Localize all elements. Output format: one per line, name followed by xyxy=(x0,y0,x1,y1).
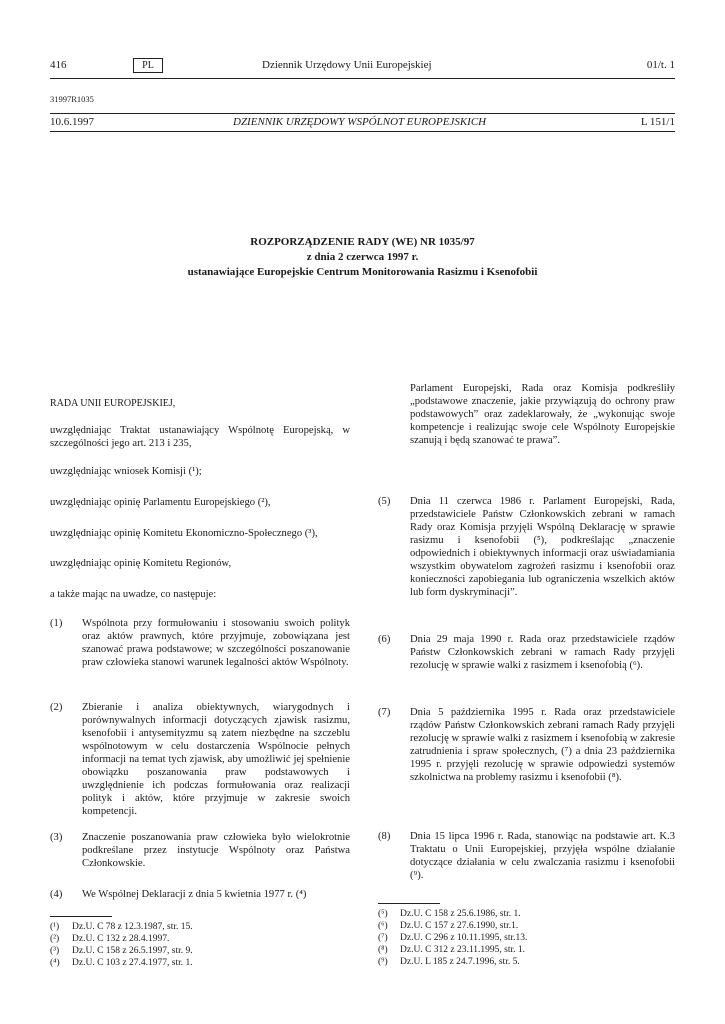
footnote-text: Dz.U. C 158 z 25.6.1986, str. 1. xyxy=(400,909,521,919)
oj-reference: L 151/1 xyxy=(640,116,675,128)
citation-esc: uwzględniając opinię Komitetu Ekonomiczno-Społecznego (³), xyxy=(50,528,318,539)
recital-number: (4) xyxy=(50,889,63,900)
recital-text: Dnia 11 czerwca 1986 r. Parlament Europejski, Rada, przedstawiciele Państw Członkowskich zebrani w ramach Rady oraz Komisja przyjęli Wspólną Deklarację w sprawie rasizmu i ksenofobii (⁵), podkreślając „znaczenie odpowiednich i obiektywnych informacji oraz uświadamiania wszystkim obywatelom zagrożeń rasizmu i ksenofobii oraz konieczności zapobiegania lub ograniczenia wszelkich aktów lub form dyskryminacji”. xyxy=(410,496,675,598)
regulation-subject: ustanawiające Europejskie Centrum Monitorowania Rasizmu i Ksenofobii xyxy=(187,266,538,278)
footnote-mark: (⁷) xyxy=(378,933,388,943)
footnote-mark: (¹) xyxy=(50,922,60,932)
footnote-text: Dz.U. C 157 z 27.6.1990, str.1. xyxy=(400,921,519,931)
recital-number: (5) xyxy=(378,496,391,507)
footnote-text: Dz.U. C 78 z 12.3.1987, str. 15. xyxy=(72,922,193,932)
footnote-text: Dz.U. C 296 z 10.11.1995, str.13. xyxy=(400,933,528,943)
recital-text: We Wspólnej Deklaracji z dnia 5 kwietnia 1977 r. (⁴) xyxy=(82,889,307,900)
page-number: 416 xyxy=(50,59,67,71)
footnote-mark: (³) xyxy=(50,946,60,956)
journal-title: Dziennik Urzędowy Unii Europejskiej xyxy=(262,59,432,71)
oj-bottom-rule xyxy=(50,131,675,132)
council-heading: RADA UNII EUROPEJSKIEJ, xyxy=(50,398,176,409)
header-rule xyxy=(50,78,675,79)
footnote-text: Dz.U. C 312 z 23.11.1995, str. 1. xyxy=(400,945,525,955)
recital-number: (1) xyxy=(50,618,63,629)
regulation-title: ROZPORZĄDZENIE RADY (WE) NR 1035/97 xyxy=(250,236,475,248)
recital-number: (8) xyxy=(378,831,391,842)
recital-number: (7) xyxy=(378,707,391,718)
recital-text: Dnia 29 maja 1990 r. Rada oraz przedstawiciele rządów Państw Członkowskich zebrani w ramach Rady przyjęli rezolucję w sprawie walki z rasizmem i ksenofobią (⁶). xyxy=(410,634,675,671)
footnote-mark: (⁴) xyxy=(50,958,60,968)
oj-date: 10.6.1997 xyxy=(50,116,94,128)
footnote-rule xyxy=(50,916,112,917)
footnote-mark: (⁵) xyxy=(378,909,388,919)
whereas-clause: a także mając na uwadze, co następuje: xyxy=(50,589,217,600)
chapter-ref: 01/t. 1 xyxy=(646,59,675,71)
footnote-text: Dz.U. C 158 z 26.5.1997, str. 9. xyxy=(72,946,193,956)
recital-number: (3) xyxy=(50,832,63,843)
footnote-text: Dz.U. L 185 z 24.7.1996, str. 5. xyxy=(400,957,520,967)
recital-continuation: Parlament Europejski, Rada oraz Komisja podkreśliły „podstawowe znaczenie, jakie przywiązują do ochrony praw podstawowych” oraz zadeklarowały, że „wykonując swoje kompetencje i realizując swoje cele Wspólnoty Europejskie szanują i będą szanować te prawa”. xyxy=(410,383,675,446)
citation-commission: uwzględniając wniosek Komisji (¹); xyxy=(50,466,202,477)
footnote-text: Dz.U. C 132 z 28.4.1997. xyxy=(72,934,170,944)
recital-text: Wspólnota przy formułowaniu i stosowaniu swoich polityk oraz aktów prawnych, które przyjmuje, zobowiązana jest szanować prawa podstawowe; w szczególności poszanowanie praw człowieka stanowi warunek legalności aktów Wspólnoty. xyxy=(82,618,350,668)
recital-text: Dnia 5 października 1995 r. Rada oraz przedstawiciele rządów Państw Członkowskich zebrani ramach Rady przyjęli rezolucję w sprawie walki z rasizmem i ksenofobią w zakresie zatrudnienia i spraw społecznych, (⁷) a dnia 23 października 1995 r. przyjęli rezolucję w sprawie odpowiedzi systemów szkolnictwa na problemy rasizmu i ksenofobii (⁸). xyxy=(410,707,675,783)
recital-number: (6) xyxy=(378,634,391,645)
citation-regions: uwzględniając opinię Komitetu Regionów, xyxy=(50,558,232,569)
footnote-mark: (⁸) xyxy=(378,945,388,955)
recital-text: Znaczenie poszanowania praw człowieka było wielokrotnie podkreślane przez instytucje Wspólnoty oraz Państwa Członkowskie. xyxy=(82,832,350,869)
celex-number: 31997R1035 xyxy=(50,94,94,104)
oj-top-rule xyxy=(50,113,675,114)
footnote-mark: (²) xyxy=(50,934,60,944)
citation-treaty: uwzględniając Traktat ustanawiający Wspólnotę Europejską, w szczególności jego art. 213 i 235, xyxy=(50,425,350,449)
oj-title: DZIENNIK URZĘDOWY WSPÓLNOT EUROPEJSKICH xyxy=(233,116,487,128)
citation-parliament: uwzględniając opinię Parlamentu Europejskiego (²), xyxy=(50,497,271,508)
regulation-date: z dnia 2 czerwca 1997 r. xyxy=(306,251,419,263)
recital-text: Dnia 15 lipca 1996 r. Rada, stanowiąc na podstawie art. K.3 Traktatu o Unii Europejskiej, przyjęła wspólne działanie dotyczące działania w celu zwalczania rasizmu i ksenofobii (⁹). xyxy=(410,831,675,881)
footnote-mark: (⁹) xyxy=(378,957,388,967)
recital-number: (2) xyxy=(50,702,63,713)
footnote-rule xyxy=(378,903,440,904)
footnote-text: Dz.U. C 103 z 27.4.1977, str. 1. xyxy=(72,958,193,968)
language-box: PL xyxy=(133,58,163,73)
recital-text: Zbieranie i analiza obiektywnych, wiarygodnych i porównywalnych informacji dotyczących zjawisk rasizmu, ksenofobii i antysemityzmu są zatem niezbędne na szczeblu wspólnotowym w celu dostarczenia Wspólnocie pełnych informacji na temat tych zjawisk, aby umożliwić jej spełnienie obowiązku poszanowania praw podstawowych i uwzględnienie ich podczas formułowania oraz realizacji polityk i aktów, które przyjmuje w zakresie swoich kompetencji. xyxy=(82,702,350,817)
footnote-mark: (⁶) xyxy=(378,921,388,931)
